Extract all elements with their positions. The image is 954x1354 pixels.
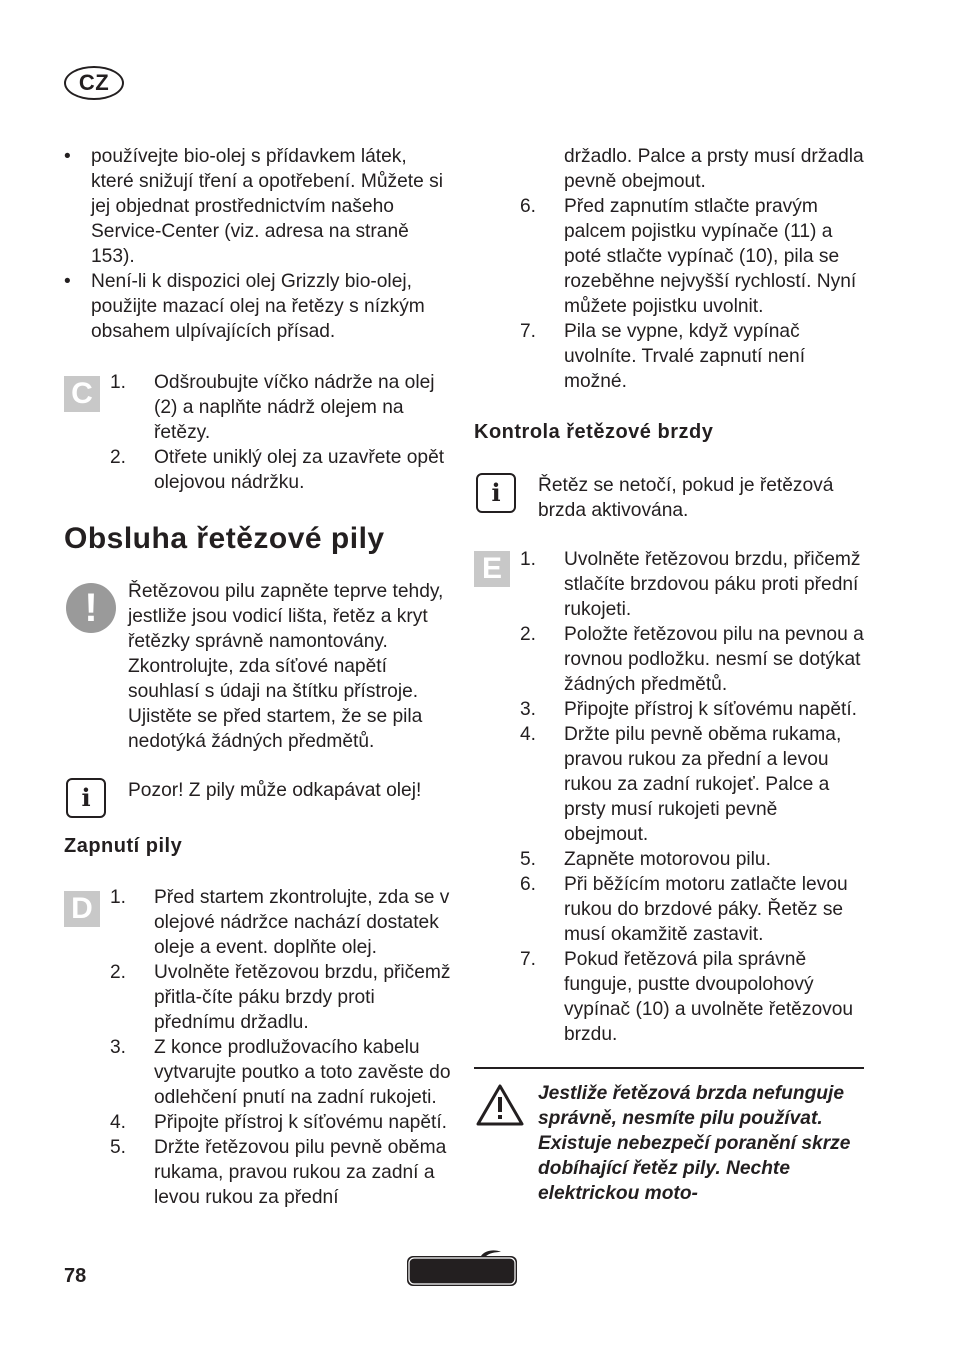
step-text: Odšroubujte víčko nádrže na olej (2) a naplňte nádrž olejem na řetězy. xyxy=(154,372,435,443)
step-text: držadlo. Palce a prsty musí držadla pevně obejmout. xyxy=(564,146,864,192)
step-text: Připojte přístroj k síťovému napětí. xyxy=(154,1112,448,1133)
bullet-text: používejte bio-olej s přídavkem látek, které snižují tření a opotřebení. Můžete si jej objednat prostřednictvím našeho Service-Center (viz. adresa na straně 153). xyxy=(91,146,443,267)
step-number: 2. xyxy=(520,624,537,645)
step-letter-e: E xyxy=(474,551,510,587)
language-badge: CZ xyxy=(64,66,124,100)
step-text: Pokud řetězová pila správně funguje, pustte dvoupolohový vypínač (10) a uvolněte řetězovou brzdu. xyxy=(564,949,854,1045)
warning-triangle-icon xyxy=(476,1083,524,1127)
step-text: Držte pilu pevně oběma rukama, pravou rukou za přední a levou rukou za zadní rukojeť. Palce a prsty musí rukojeti pevně obejmout. xyxy=(564,724,842,845)
step-number: 7. xyxy=(520,321,537,342)
step-letter-c: C xyxy=(64,376,100,412)
step-number: 6. xyxy=(520,196,537,217)
exclamation-icon: ! xyxy=(66,583,116,633)
step-text: Držte řetězovou pilu pevně oběma rukama, pravou rukou za zadní a levou rukou za přední xyxy=(154,1137,447,1208)
step-item xyxy=(474,697,864,722)
page-number: 78 xyxy=(64,1265,87,1287)
step-text: Před startem zkontrolujte, zda se v olejové nádržce nachází dostatek oleje a event. doplňte olej. xyxy=(154,887,450,958)
bullet-item xyxy=(64,144,454,269)
info-note xyxy=(64,778,454,820)
info-text: Řetěz se netočí, pokud je řetězová brzda aktivována. xyxy=(538,475,834,521)
section-title: Obsluha řetězové pily xyxy=(64,522,385,555)
step-item xyxy=(474,947,864,1047)
step-number: 3. xyxy=(110,1037,127,1058)
step-item xyxy=(474,144,864,194)
step-number: 4. xyxy=(110,1112,127,1133)
divider xyxy=(474,1067,864,1069)
step-number: 5. xyxy=(520,849,537,870)
step-text: Pila se vypne, když vypínač uvolníte. Trvalé zapnutí není možné. xyxy=(564,321,806,392)
step-text: Uvolněte řetězovou brzdu, přičemž stlačíte brzdovou páku proti přední rukojeti. xyxy=(564,549,861,620)
steps-c xyxy=(64,370,454,495)
step-item xyxy=(474,622,864,697)
left-column xyxy=(64,144,454,1210)
info-note xyxy=(474,473,864,523)
step-number: 3. xyxy=(520,699,537,720)
steps-d xyxy=(64,885,454,1210)
step-item xyxy=(474,872,864,947)
florabest-logo xyxy=(405,1250,519,1288)
step-item xyxy=(64,1135,454,1210)
step-number: 7. xyxy=(520,949,537,970)
bullet-item xyxy=(64,269,454,344)
step-text: Otřete uniklý olej za uzavřete opět olejovou nádržku. xyxy=(154,447,445,493)
subsection-title: Zapnutí pily xyxy=(64,835,183,857)
bullet-icon: • xyxy=(64,146,71,167)
step-item xyxy=(474,547,864,622)
steps-d-continued xyxy=(474,144,864,394)
step-text: Při běžícím motoru zatlačte levou rukou do brzdové páky. Řetěz se musí okamžitě zastavit. xyxy=(564,874,848,945)
info-icon: i xyxy=(476,473,516,513)
step-item xyxy=(64,885,454,960)
step-number: 1. xyxy=(520,549,537,570)
right-column xyxy=(474,144,864,1206)
step-text: Zapněte motorovou pilu. xyxy=(564,849,771,870)
step-item xyxy=(64,445,454,495)
step-number: 1. xyxy=(110,372,127,393)
step-text: Uvolněte řetězovou brzdu, přičemž přitla-číte páku brzdy proti přednímu držadlu. xyxy=(154,962,451,1033)
step-item xyxy=(64,960,454,1035)
step-item xyxy=(64,370,454,445)
step-item xyxy=(64,1110,454,1135)
step-number: 6. xyxy=(520,874,537,895)
step-letter-d: D xyxy=(64,891,100,927)
warning-note xyxy=(64,579,454,754)
step-item xyxy=(474,319,864,394)
step-item xyxy=(474,847,864,872)
step-number: 2. xyxy=(110,447,127,468)
subsection-title: Kontrola řetězové brzdy xyxy=(474,421,714,443)
warning-text: Řetězovou pilu zapněte teprve tehdy, jestliže jsou vodicí lišta, řetěz a kryt řetězky správně namontovány. Zkontrolujte, zda síťové napětí souhlasí s údaji na štítku přístroje. Ujistěte se před startem, že se pila nedotýká žádných předmětů. xyxy=(128,581,444,752)
bullet-text: Není-li k dispozici olej Grizzly bio-olej, použijte mazací olej na řetězy s nízkým obsahem ulpívajících přísad. xyxy=(91,271,425,342)
info-icon: i xyxy=(66,778,106,818)
step-text: Před zapnutím stlačte pravým palcem pojistku vypínače (11) a poté stlačte vypínač (10), pila se rozeběhne nejvyšší rychlostí. Nyní můžete pojistku uvolnit. xyxy=(564,196,857,317)
step-text: Z konce prodlužovacího kabelu vytvarujte poutko a toto zavěste do odlehčení pnutí na zadní rukojeti. xyxy=(154,1037,451,1108)
info-text: Pozor! Z pily může odkapávat olej! xyxy=(128,780,422,801)
step-text: Připojte přístroj k síťovému napětí. xyxy=(564,699,858,720)
steps-e xyxy=(474,547,864,1047)
step-item xyxy=(474,194,864,319)
bullet-icon: • xyxy=(64,271,71,292)
step-number: 2. xyxy=(110,962,127,983)
step-number: 1. xyxy=(110,887,127,908)
caution-note xyxy=(474,1081,864,1206)
step-item xyxy=(474,722,864,847)
step-item xyxy=(64,1035,454,1110)
step-text: Položte řetězovou pilu na pevnou a rovnou podložku. nesmí se dotýkat žádných předmětů. xyxy=(564,624,864,695)
caution-text: Jestliže řetězová brzda nefunguje správně, nesmíte pilu používat. Existuje nebezpečí poranění skrze dobíhající řetěz pily. Nechte elektrickou moto- xyxy=(538,1083,851,1204)
step-number: 4. xyxy=(520,724,537,745)
step-number: 5. xyxy=(110,1137,127,1158)
